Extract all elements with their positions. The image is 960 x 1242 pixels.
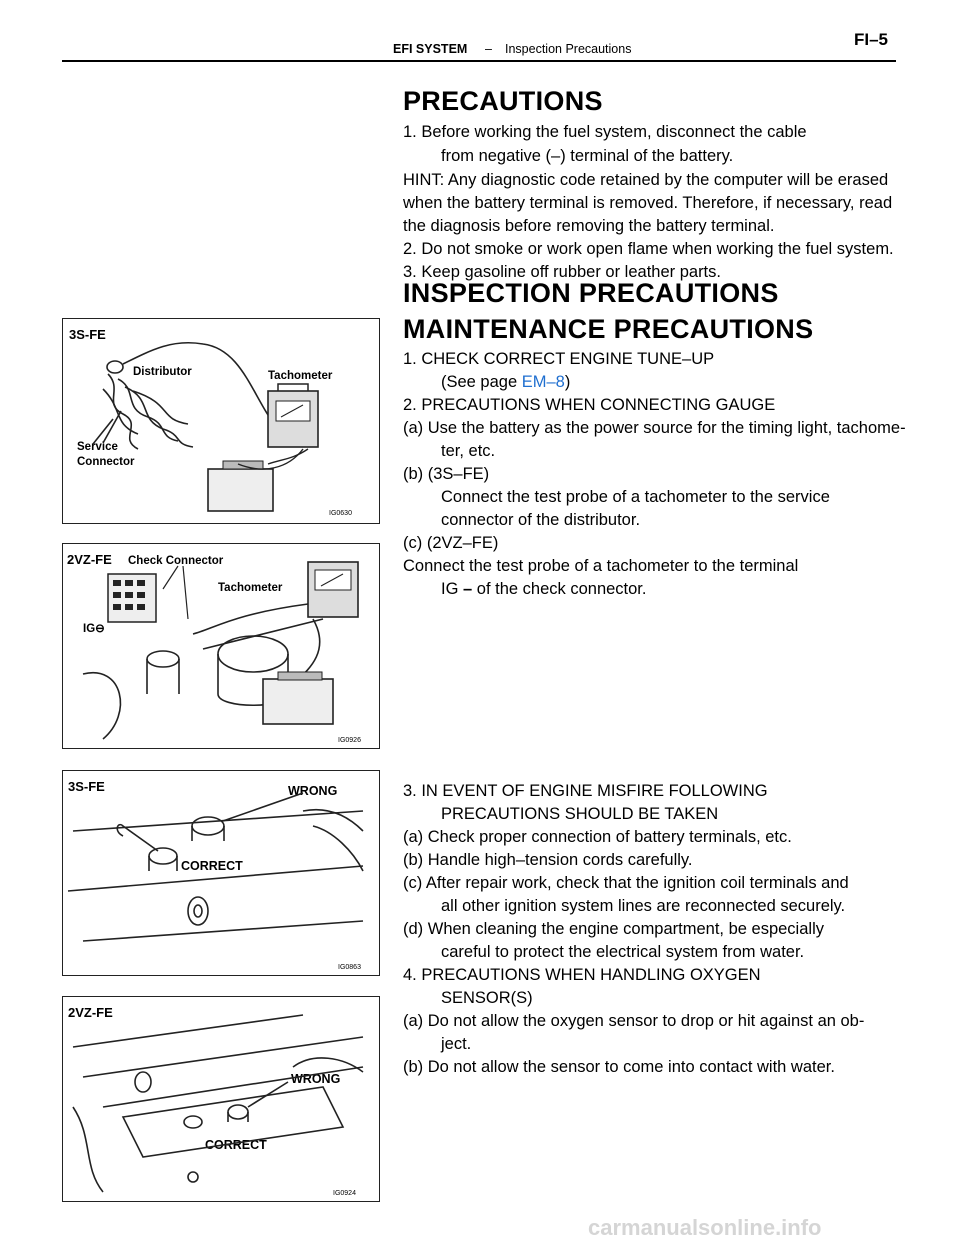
step-3d: (d) When cleaning the engine compartment, be especially bbox=[403, 920, 824, 938]
fig2-ig-label: IG⊖ bbox=[83, 623, 105, 635]
inspection-title: INSPECTION PRECAUTIONS bbox=[403, 278, 779, 308]
fig1-engine-label: 3S-FE bbox=[69, 327, 106, 342]
precautions-title: PRECAUTIONS bbox=[403, 86, 603, 116]
fig3-wrong-label: WRONG bbox=[288, 784, 338, 798]
fig2-engine-label: 2VZ-FE bbox=[67, 552, 112, 567]
fig1-connector-label: Connector bbox=[77, 456, 135, 468]
fig1-code: IG0630 bbox=[329, 510, 352, 517]
step-1-ref-pre: (See page bbox=[441, 373, 522, 391]
fig2-tachometer-label: Tachometer bbox=[218, 582, 283, 594]
fig4-wrong-label: WRONG bbox=[291, 1072, 341, 1086]
step-4-cont: SENSOR(S) bbox=[441, 989, 533, 1007]
hint-line-2: when the battery terminal is removed. Therefore, if necessary, read bbox=[403, 194, 893, 212]
step-2c-rest: of the check connector. bbox=[472, 580, 647, 598]
step-4a: (a) Do not allow the oxygen sensor to drop or hit against an ob- bbox=[403, 1012, 865, 1030]
fig2-check-connector-label: Check Connector bbox=[128, 555, 224, 567]
fig2-code: IG0926 bbox=[338, 737, 361, 744]
step-3c: (c) After repair work, check that the ignition coil terminals and bbox=[403, 874, 849, 892]
step-3b: (b) Handle high–tension cords carefully. bbox=[403, 851, 693, 869]
step-4a-cont: ject. bbox=[441, 1035, 472, 1053]
step-1-ref bbox=[441, 373, 570, 392]
step-2c-ig: IG bbox=[441, 580, 464, 598]
fig4-correct-label: CORRECT bbox=[205, 1138, 267, 1152]
step-3-cont: PRECAUTIONS SHOULD BE TAKEN bbox=[441, 805, 719, 823]
figure-2vzfe-battery-terminals bbox=[62, 996, 380, 1202]
figure-3sfe-battery-terminals-drawing bbox=[63, 771, 378, 974]
header-subsection: Inspection Precautions bbox=[505, 42, 632, 56]
fig1-tachometer-label: Tachometer bbox=[268, 370, 333, 382]
header-separator: – bbox=[485, 42, 492, 56]
precaution-item-1-cont: from negative (–) terminal of the battery. bbox=[441, 147, 734, 165]
step-3a: (a) Check proper connection of battery terminals, etc. bbox=[403, 828, 792, 846]
page-number: FI–5 bbox=[854, 30, 889, 49]
step-2b-cont-2: connector of the distributor. bbox=[441, 511, 641, 529]
step-1-ref-post: ) bbox=[564, 373, 571, 391]
fig4-engine-label: 2VZ-FE bbox=[68, 1005, 113, 1020]
figure-2vzfe-battery-terminals-drawing bbox=[63, 997, 378, 1200]
watermark: carmanualsonline.info bbox=[588, 1215, 822, 1240]
step-3: 3. IN EVENT OF ENGINE MISFIRE FOLLOWING bbox=[403, 782, 768, 800]
figure-3sfe-battery-terminals bbox=[62, 770, 380, 976]
step-3c-cont: all other ignition system lines are reconnected securely. bbox=[441, 897, 846, 915]
step-3d-cont: careful to protect the electrical system from water. bbox=[441, 943, 805, 961]
precaution-item-3: 3. Keep gasoline off rubber or leather parts. bbox=[403, 263, 721, 281]
fig1-service-label: Service bbox=[77, 441, 118, 453]
step-4b: (b) Do not allow the sensor to come into contact with water. bbox=[403, 1058, 835, 1076]
hint-line-1: HINT: Any diagnostic code retained by the computer will be erased bbox=[403, 171, 889, 189]
step-2b-cont-1: Connect the test probe of a tachometer to the service bbox=[441, 488, 830, 506]
hint-line-3: the diagnosis before removing the battery terminal. bbox=[403, 217, 775, 235]
step-1: 1. CHECK CORRECT ENGINE TUNE–UP bbox=[403, 350, 715, 368]
step-2: 2. PRECAUTIONS WHEN CONNECTING GAUGE bbox=[403, 396, 776, 414]
figure-3sfe-tachometer-drawing bbox=[63, 319, 378, 522]
figure-2vzfe-check-connector-drawing bbox=[63, 544, 378, 747]
step-2b: (b) (3S–FE) bbox=[403, 465, 490, 483]
fig3-engine-label: 3S-FE bbox=[68, 779, 105, 794]
step-2c-cont-2 bbox=[441, 580, 646, 599]
page-header bbox=[0, 0, 960, 64]
step-4: 4. PRECAUTIONS WHEN HANDLING OXYGEN bbox=[403, 966, 761, 984]
header-section: EFI SYSTEM bbox=[393, 42, 468, 56]
figure-3sfe-tachometer bbox=[62, 318, 380, 524]
maintenance-title: MAINTENANCE PRECAUTIONS bbox=[403, 314, 814, 344]
page-link-em8[interactable]: EM–8 bbox=[521, 373, 565, 391]
header-rule bbox=[62, 60, 896, 62]
figure-2vzfe-check-connector bbox=[62, 543, 380, 749]
fig3-correct-label: CORRECT bbox=[181, 859, 243, 873]
step-2a-cont: ter, etc. bbox=[441, 442, 496, 460]
step-2c-minus: – bbox=[463, 580, 473, 598]
precaution-item-2: 2. Do not smoke or work open flame when working the fuel system. bbox=[403, 240, 894, 258]
fig4-code: IG0924 bbox=[333, 1190, 356, 1197]
precaution-item-1: 1. Before working the fuel system, disconnect the cable bbox=[403, 123, 807, 141]
fig1-distributor-label: Distributor bbox=[133, 366, 192, 378]
step-2c: (c) (2VZ–FE) bbox=[403, 534, 499, 552]
fig3-code: IG0863 bbox=[338, 964, 361, 971]
step-2a: (a) Use the battery as the power source for the timing light, tachome- bbox=[403, 419, 906, 437]
step-2c-cont-1: Connect the test probe of a tachometer to the terminal bbox=[403, 557, 799, 575]
